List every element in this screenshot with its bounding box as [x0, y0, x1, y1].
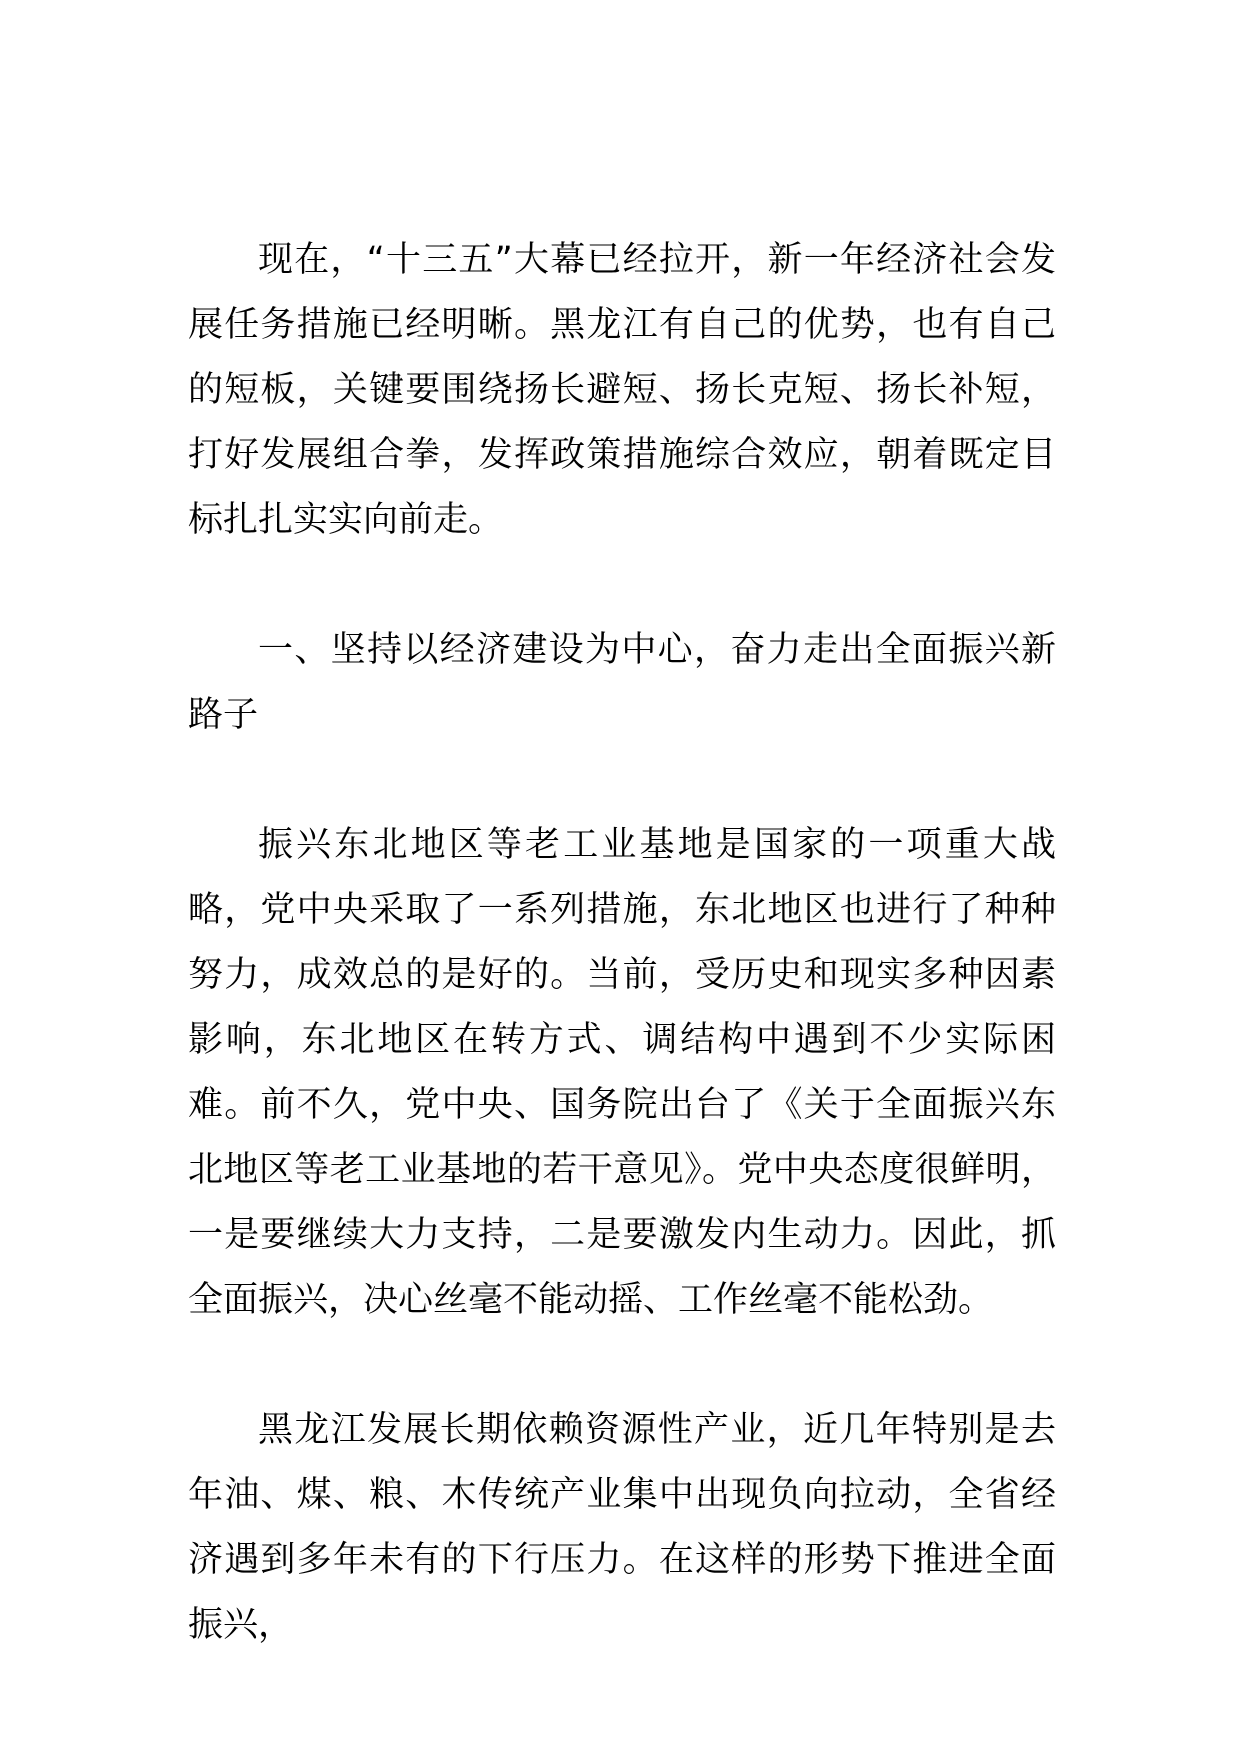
paragraph-revitalization: 振兴东北地区等老工业基地是国家的一项重大战略，党中央采取了一系列措施，东北地区也进行了种种努力，成效总的是好的。当前，受历史和现实多种因素影响，东北地区在转方式、调结构中遇到不少实际困难。前不久，党中央、国务院出台了《关于全面振兴东北地区等老工业基地的若干意见》。党中央态度很鲜明，一是要继续大力支持，二是要激发内生动力。因此，抓全面振兴，决心丝毫不能动摇、工作丝毫不能松劲。: [188, 825, 1056, 1320]
document-body: [188, 228, 1056, 1723]
paragraph-intro: 现在，“十三五”大幕已经拉开，新一年经济社会发展任务措施已经明晰。黑龙江有自己的优势，也有自己的短板，关键要围绕扬长避短、扬长克短、扬长补短，打好发展组合拳，发挥政策措施综合效应，朝着既定目标扎扎实实向前走。: [188, 240, 1056, 540]
section-heading-1: 一、坚持以经济建设为中心，奋力走出全面振兴新路子: [188, 630, 1056, 735]
paragraph-heilongjiang: 黑龙江发展长期依赖资源性产业，近几年特别是去年油、煤、粮、木传统产业集中出现负向拉动，全省经济遇到多年未有的下行压力。在这样的形势下推进全面振兴，: [188, 1410, 1056, 1645]
